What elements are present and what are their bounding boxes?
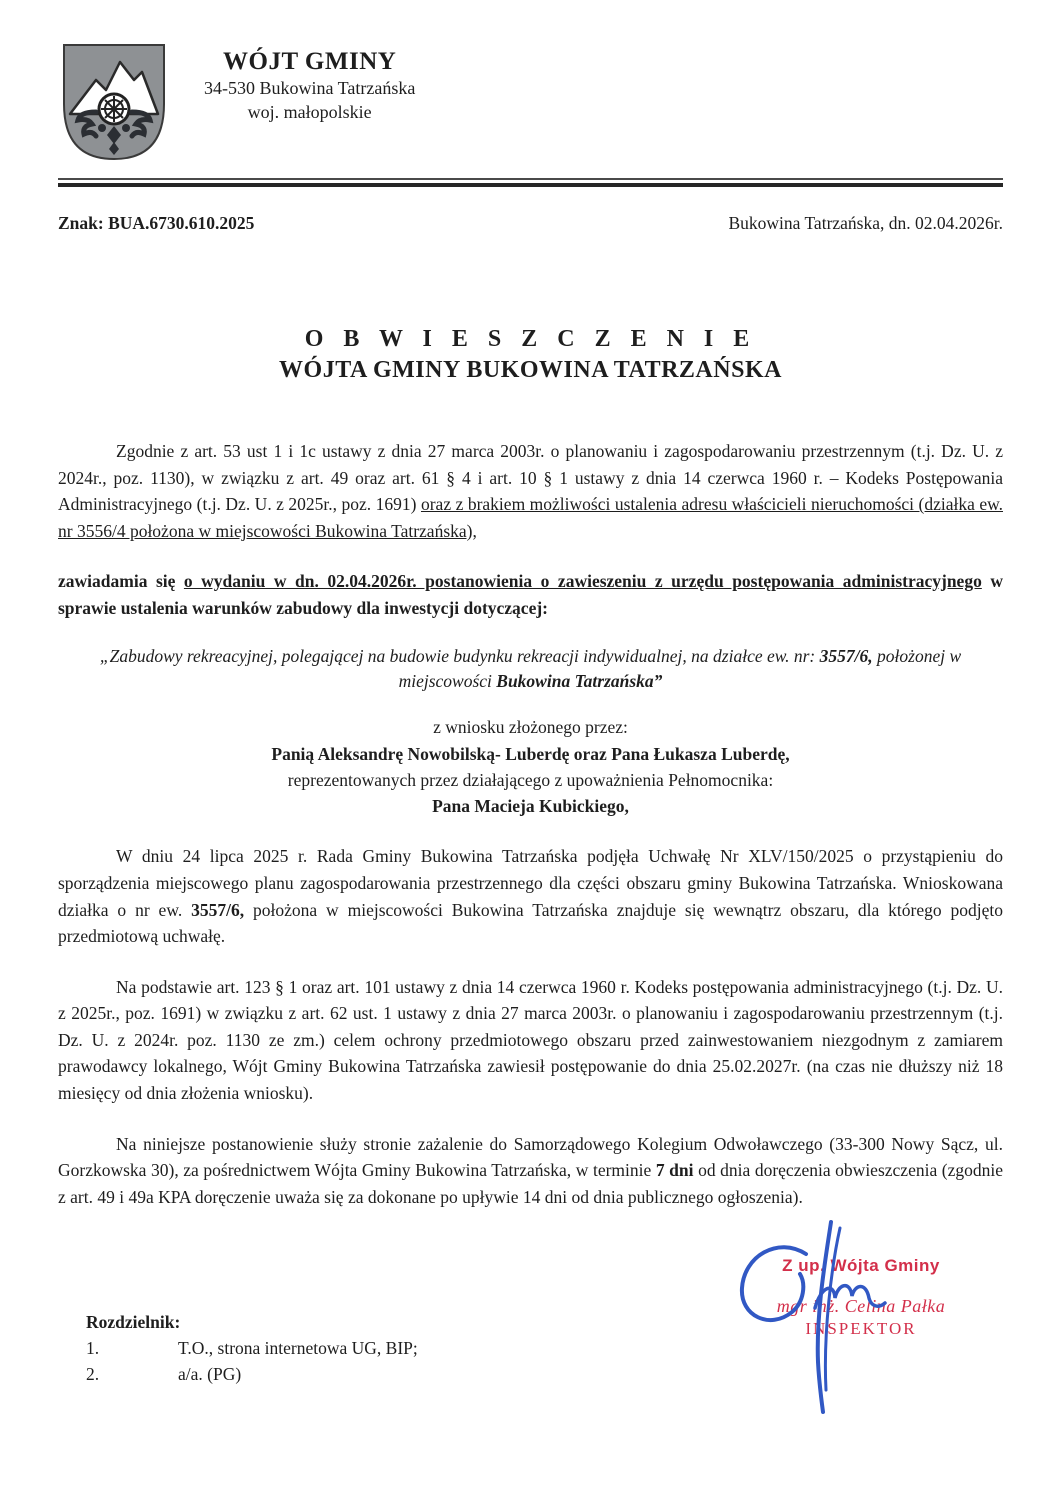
appeal-text-2: od dnia doręczenia obwieszczenia (zgodnie z art. 49 i 49a KPA doręczenie uważa się za dokonane po upływie 14 dni od dnia publicznego ogłoszenia). [58,1160,1004,1207]
reference-row [58,213,1003,234]
resolution-paragraph [58,843,1003,949]
stamp-authority-line: Z up. Wójta Gminy [782,1255,940,1275]
applicants-names: Panią Aleksandrę Nowobilską- Luberdę oraz Pana Łukasza Luberdę, [271,743,790,764]
document-footer [58,1228,1003,1500]
stamp-signer-title: INSPEKTOR [805,1318,917,1338]
quote-text-2: położonej w miejscowości [398,645,962,691]
attorney-name: Pana Macieja Kubickiego, [432,796,629,817]
letterhead [58,42,1003,162]
distribution-item [86,1338,418,1359]
notification-end: w sprawie ustalenia warunków zabudowy dla inwestycji dotyczącej: [58,571,1003,618]
stamp-signer-name: mgr inż. Celina Pałka [776,1295,946,1316]
applicants-intro: z wniosku złożonego przez: [433,717,628,738]
distribution-item-number: 2. [86,1363,100,1384]
appeal-text-1: Na niniejsze postanowienie służy stronie zażalenie do Samorządowego Kolegium Odwoławczego (33-300 Nowy Sącz, ul. Gorzkowska 30), za pośrednictwem Wójta Gminy Bukowina Tatrzańska, w terminie [58,1133,1003,1181]
quote-text-1: „Zabudowy rekreacyjnej, polegającej na budowie budynku rekreacji indywidualnej, na działce ew. nr: [99,645,820,666]
distribution-heading: Rozdzielnik: [86,1311,181,1332]
appeal-paragraph [58,1131,1003,1211]
distribution-item-number: 1. [86,1337,100,1358]
coat-of-arms-icon [58,42,170,162]
resolution-text-2: położona w miejscowości Bukowina Tatrzańska znajduje się wewnątrz obszaru, dla którego podjęto przedmiotową uchwałę. [58,899,1003,947]
legal-basis-text: Zgodnie z art. 53 ust 1 i 1c ustawy z dnia 27 marca 2003r. o planowaniu i zagospodarowaniu przestrzennym (t.j. Dz. U. z 2024r., poz. 1130), w związku z art. 49 oraz art. 61 § 4 i art. 10 § 1 ustawy z dnia 14 czerwca 1960 r. – Kodeks Postępowania Administracyjnego (t.j. Dz. U. z 2025r., poz. 1691) [58,441,1003,515]
official-stamp [746,1256,976,1339]
legal-basis-underlined: oraz z brakiem możliwości ustalenia adresu właścicieli nieruchomości (działka ew. nr 3556/4 położona w miejscowości Bukowina Tatrzańska), [58,494,1003,541]
distribution-item [86,1364,418,1385]
applicants-block [58,714,1003,819]
document-title-line2: WÓJTA GMINY BUKOWINA TATRZAŃSKA [279,357,782,383]
document-title [58,326,1003,384]
case-number-label: Znak: [58,213,104,233]
document-title-line1: O B W I E S Z C Z E N I E [304,326,757,352]
issuer-region: woj. małopolskie [247,102,372,123]
notification-start: zawiadamia się [58,571,184,592]
distribution-list [86,1312,418,1385]
notification-underlined: o wydaniu w dn. 02.04.2026r. postanowienia o zawieszeniu z urzędu postępowania administracyjnego [183,571,982,592]
letterhead-divider [58,178,1003,187]
notification-paragraph [58,568,1003,621]
plot-number: 3557/6, [819,645,873,666]
letterhead-text [204,48,415,125]
place-and-date: Bukowina Tatrzańska, dn. 02.04.2026r. [728,213,1003,233]
legal-basis-paragraph [58,438,1003,544]
distribution-item-text: T.O., strona internetowa UG, BIP; [178,1337,418,1358]
locality-name: Bukowina Tatrzańska” [496,670,663,691]
case-number [58,213,254,234]
investment-description [58,644,1003,695]
distribution-item-text: a/a. (PG) [178,1363,242,1384]
appeal-deadline: 7 dni [655,1160,694,1181]
suspension-paragraph: Na podstawie art. 123 § 1 oraz art. 101 ustawy z dnia 14 czerwca 1960 r. Kodeks postępowania administracyjnego (t.j. Dz. U. z 2025r., poz. 1691) w związku z art. 62 ust. 1 ustawy z dnia 27 marca 2003r. o planowaniu i zagospodarowaniu przestrzennym (t.j. Dz. U. z 2024r. poz. 1130 ze zm.) celem ochrony przedmiotowego obszaru przed zainwestowaniem niezgodnym z zamiarem prawodawcy lokalnego, Wójt Gminy Bukowina Tatrzańska zawiesił postępowanie do dnia 25.02.2027r. (na czas nie dłuższy niż 18 miesięcy od dnia złożenia wniosku). [58,976,1003,1104]
issuer-address: 34-530 Bukowina Tatrzańska [204,78,416,98]
representation-note: reprezentowanych przez działającego z upoważnienia Pełnomocnika: [287,769,774,790]
resolution-plot-number: 3557/6, [191,899,245,920]
case-number-value: BUA.6730.610.2025 [108,213,255,233]
resolution-text-1: W dniu 24 lipca 2025 r. Rada Gminy Bukowina Tatrzańska podjęła Uchwałę Nr XLV/150/2025 o przystąpieniu do sporządzenia miejscowego planu zagospodarowania przestrzennego dla części obszaru gminy Bukowina Tatrzańska. Wnioskowana działka o nr ew. [58,846,1003,920]
issuer-title: WÓJT GMINY [223,48,397,75]
